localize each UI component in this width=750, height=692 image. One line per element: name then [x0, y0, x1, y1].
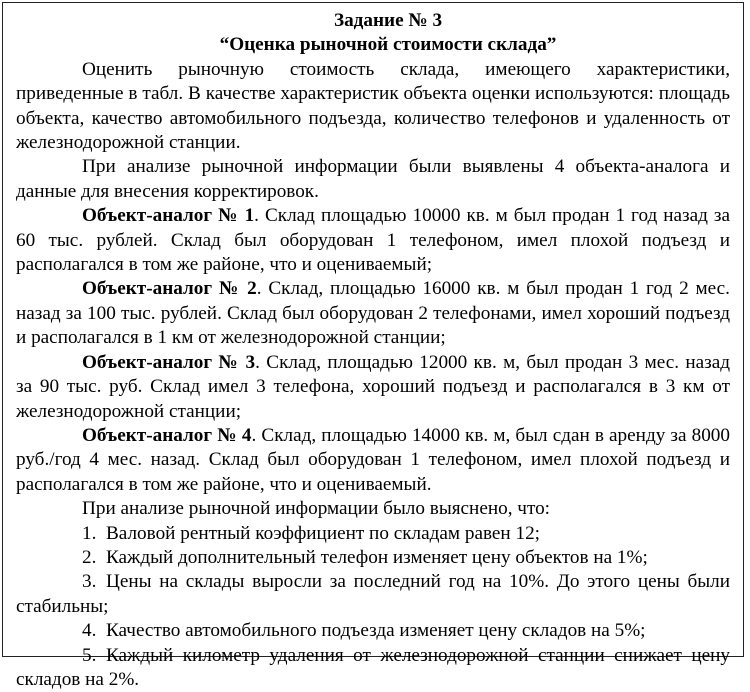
document-content	[16, 9, 730, 692]
finding-number: 2.	[82, 546, 97, 568]
analog-paragraph	[16, 424, 730, 497]
finding-number: 1.	[82, 522, 97, 544]
finding-text: Качество автомобильного подъезда изменяет цену складов на 5%;	[106, 620, 646, 642]
finding-item	[16, 644, 730, 692]
finding-number: 4.	[82, 620, 97, 642]
findings-intro: При анализе рыночной информации было выяснено, что:	[82, 498, 551, 520]
analog-paragraph	[16, 277, 730, 350]
finding-item	[16, 570, 730, 619]
finding-item	[16, 522, 730, 546]
analog-text: . Склад, площадью 14000 кв. м, был сдан в аренду за 8000 руб./год 4 мес. назад. Склад был оборудован 1 телефоном, имел плохой подъезд и располагался в том же районе, что и оцениваемый.	[16, 424, 730, 495]
analog-text: . Склад площадью 10000 кв. м был продан 1 год назад за 60 тыс. рублей. Склад был оборудован 1 телефоном, имел плохой подъезд и располагался в том же районе, что и оцениваемый;	[16, 205, 730, 276]
finding-text: Валовой рентный коэффициент по складам равен 12;	[106, 522, 541, 544]
finding-item	[16, 546, 730, 570]
analog-paragraph	[16, 204, 730, 277]
finding-item	[16, 619, 730, 643]
finding-text: Каждый километр удаления от железнодорожной станции снижает цену складов на 2%.	[16, 644, 730, 690]
analog-label: Объект-аналог № 4	[82, 424, 252, 446]
finding-number: 5.	[82, 644, 97, 666]
analog-paragraph	[16, 351, 730, 424]
intro-paragraph: Оценить рыночную стоимость склада, имеющего характеристики, приведенные в табл. В качестве характеристик объекта оценки используются: площадь объекта, качество автомобильного подъезда, количество телефонов и удаленность от железнодорожной станции.	[16, 58, 730, 154]
task-subtitle: “Оценка рыночной стоимости склада”	[219, 34, 557, 56]
finding-text: Цены на склады выросли за последний год на 10%. До этого цены были стабильны;	[16, 571, 730, 617]
analog-label: Объект-аналог № 3	[82, 351, 256, 373]
task-number-title: Задание № 3	[333, 10, 443, 31]
analog-text: . Склад, площадью 16000 кв. м был продан 1 год 2 мес. назад за 100 тыс. рублей. Склад был оборудован 2 телефонами, имел хороший подъезд и располагался в 1 км от железнодорожной станции;	[16, 278, 730, 349]
finding-number: 3.	[82, 571, 97, 593]
finding-text: Каждый дополнительный телефон изменяет цену объектов на 1%;	[106, 546, 648, 568]
market-info-paragraph: При анализе рыночной информации были выявлены 4 объекта-аналога и данные для внесения корректировок.	[16, 156, 730, 202]
analog-text: . Склад, площадью 12000 кв. м, был продан 3 мес. назад за 90 тыс. руб. Склад имел 3 телефона, хороший подъезд и располагался в 3 км от железнодорожной станции;	[16, 351, 730, 422]
analog-label: Объект-аналог № 1	[82, 205, 255, 227]
analog-label: Объект-аналог № 2	[82, 278, 257, 300]
